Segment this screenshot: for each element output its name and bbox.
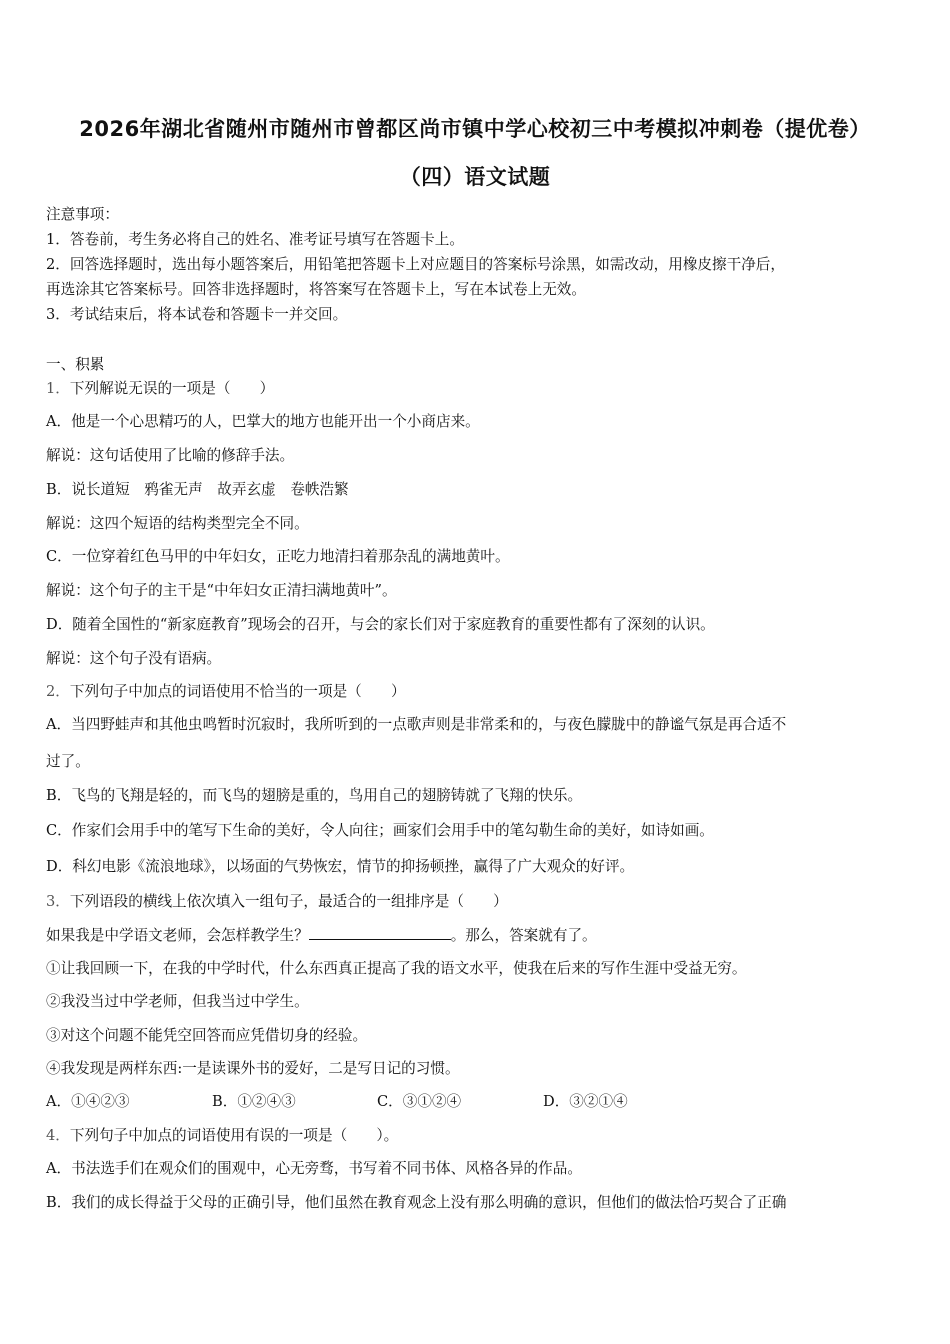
q3-answer-blank bbox=[309, 925, 451, 940]
q1-option-c: C．一位穿着红色马甲的中年妇女，正吃力地清扫着那杂乱的满地黄叶。 bbox=[46, 548, 510, 565]
q3-sentence-3: ③对这个问题不能凭空回答而应凭借切身的经验。 bbox=[46, 1027, 368, 1044]
notes-item-2a: 2．回答选择题时，选出每小题答案后，用铅笔把答题卡上对应题目的答案标号涂黑，如需改动，用橡皮擦干净后， bbox=[46, 256, 785, 273]
notes-heading: 注意事项： bbox=[46, 206, 119, 223]
q3-passage-before-blank: 如果我是中学语文老师，会怎样教学生？ bbox=[46, 927, 309, 944]
q3-sentence-2: ②我没当过中学老师，但我当过中学生。 bbox=[46, 993, 309, 1010]
q1-option-d: D．随着全国性的“新家庭教育”现场会的召开，与会的家长们对于家庭教育的重要性都有了深刻的认识。 bbox=[46, 616, 715, 633]
q1-option-a-note: 解说：这句话使用了比喻的修辞手法。 bbox=[46, 447, 295, 464]
q1-option-b: B．说长道短 鸦雀无声 故弄玄虚 卷帙浩繁 bbox=[46, 481, 349, 498]
q1-number: 1． bbox=[46, 380, 70, 397]
q1-option-c-note: 解说：这个句子的主干是“中年妇女正清扫满地黄叶”。 bbox=[46, 582, 397, 599]
q3-passage bbox=[46, 924, 597, 945]
q4-option-b: B．我们的成长得益于父母的正确引导，他们虽然在教育观念上没有那么明确的意识，但他们的做法恰巧契合了正确 bbox=[46, 1194, 787, 1211]
q2-option-b: B．飞鸟的飞翔是轻的，而飞鸟的翅膀是重的，鸟用自己的翅膀铸就了飞翔的快乐。 bbox=[46, 787, 583, 804]
q2-stem-line bbox=[46, 680, 406, 701]
q3-number: 3． bbox=[46, 893, 70, 910]
q3-option-c: C．③①②④ bbox=[377, 1093, 462, 1110]
q2-number: 2． bbox=[46, 683, 70, 700]
q2-option-a-line-1: A．当四野蛙声和其他虫鸣暂时沉寂时，我所听到的一点歌声则是非常柔和的，与夜色朦胧中的静谧气氛是再合适不 bbox=[46, 716, 787, 733]
q4-number: 4． bbox=[46, 1127, 70, 1144]
q3-option-b: B．①②④③ bbox=[212, 1093, 296, 1110]
q1-option-b-note: 解说：这四个短语的结构类型完全不同。 bbox=[46, 515, 309, 532]
q2-option-d: D．科幻电影《流浪地球》，以场面的气势恢宏，情节的抑扬顿挫，赢得了广大观众的好评。 bbox=[46, 858, 635, 875]
q2-option-a-line-2: 过了。 bbox=[46, 753, 90, 770]
q3-option-a: A．①④②③ bbox=[46, 1093, 130, 1110]
q2-stem: 下列句子中加点的词语使用不恰当的一项是（ ） bbox=[69, 683, 406, 700]
q3-passage-after-blank: 。那么，答案就有了。 bbox=[450, 927, 597, 944]
q4-stem-line bbox=[46, 1124, 398, 1145]
notes-item-1: 1．答卷前，考生务必将自己的姓名、准考证号填写在答题卡上。 bbox=[46, 231, 464, 248]
q1-option-d-note: 解说：这个句子没有语病。 bbox=[46, 650, 222, 667]
q3-sentence-1: ①让我回顾一下，在我的中学时代，什么东西真正提高了我的语文水平，使我在后来的写作生涯中受益无穷。 bbox=[46, 960, 747, 977]
notes-item-2b: 再选涂其它答案标号。回答非选择题时，将答案写在答题卡上，写在本试卷上无效。 bbox=[46, 281, 586, 298]
q2-option-c: C．作家们会用手中的笔写下生命的美好，令人向往；画家们会用手中的笔勾勒生命的美好，如诗如画。 bbox=[46, 822, 714, 839]
q4-option-a: A．书法选手们在观众们的围观中，心无旁骛，书写着不同书体、风格各异的作品。 bbox=[46, 1160, 582, 1177]
q3-option-d: D．③②①④ bbox=[543, 1093, 628, 1110]
q3-sentence-4: ④我发现是两样东西:一是读课外书的爱好，二是写日记的习惯。 bbox=[46, 1060, 460, 1077]
q1-stem-line bbox=[46, 377, 274, 398]
q1-option-a: A．他是一个心思精巧的人，巴掌大的地方也能开出一个小商店来。 bbox=[46, 413, 480, 430]
notes-item-3: 3．考试结束后，将本试卷和答题卡一并交回。 bbox=[46, 306, 348, 323]
exam-title-line-1: 2026年湖北省随州市随州市曾都区尚市镇中学心校初三中考模拟冲刺卷（提优卷） bbox=[79, 117, 871, 141]
q3-stem-line bbox=[46, 890, 508, 911]
exam-title-line-2: （四）语文试题 bbox=[399, 165, 551, 189]
q1-stem: 下列解说无误的一项是（ ） bbox=[69, 380, 275, 397]
section-heading: 一、积累 bbox=[46, 356, 105, 373]
q3-stem: 下列语段的横线上依次填入一组句子，最适合的一组排序是（ ） bbox=[69, 893, 508, 910]
q4-stem: 下列句子中加点的词语使用有误的一项是（ ）。 bbox=[69, 1127, 399, 1144]
